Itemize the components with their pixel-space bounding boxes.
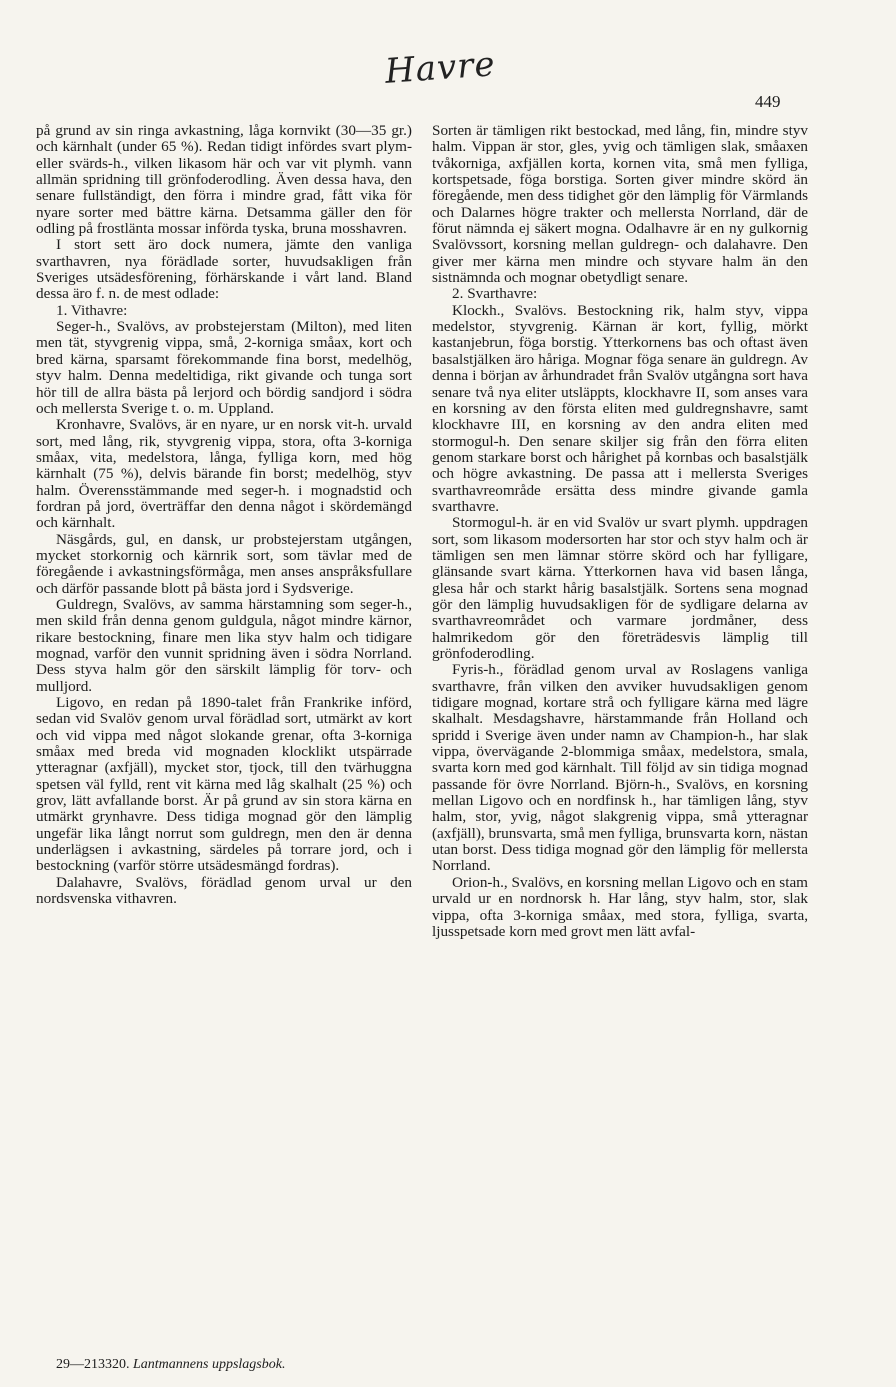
paragraph: Dalahavre, Svalövs, förädlad genom urval ur den nordsvenska vithavren. <box>36 873 412 908</box>
paragraph: på grund av sin ringa avkastning, låga kornvikt (30—35 gr.) och kärnhalt (under 65 %). Redan tidigt infördes svart plym- eller svärds-h., vilken likasom här och var vit plymh. vann allmän spridning till grönfoderodling. Även dessa hava, den senare fullständigt, den förra i mindre grad, fått vika för nyare sorter med bättre kärna. Detsamma gäller den för odling på frostlänta mossar införda tyska, bruna mosshavren. <box>36 122 412 238</box>
paragraph: Guldregn, Svalövs, av samma härstamning som seger-h., men skild från denna genom guldgula, något mindre kärnor, rikare bestockning, finare men lika styv halm och tidigare mognad, varför den vunnit spridning även i södra Norrland. Dess styva halm gör den särskilt lämplig för torv- och mulljord. <box>36 595 412 695</box>
footer <box>56 1357 285 1373</box>
paragraph: Sorten är tämligen rikt bestockad, med lång, fin, mindre styv halm. Vippan är stor, gles, yvig och tämligen slak, småaxen tvåkorniga, axfjällen korta, kornen vita, små men fylliga, kortspetsade, föga borstiga. Sorten giver mindre skörd än föregående, men dess tidighet gör den lämplig för Värmlands och Dalarnes högre trakter och mellersta Norrland, där de förut nämnda ej säkert mogna. Odalhavre är en ny gulkornig Svalövssort, korsning mellan guldregn- och dalahavre. Den giver mer kärna men mindre och styvare halm än den sistnämnda och mognar obetydligt senare. <box>432 122 808 287</box>
paragraph: Ligovo, en redan på 1890-talet från Frankrike införd, sedan vid Svalöv genom urval förädlad sort, utmärkt av kort och vid vippa med något slokande grenar, ofta 3-korniga småax med breda vid mognaden klocklikt utspärrade ytteragnar (axfjäll), mycket stor, tjock, till den tvärhuggna spetsen väl fylld, rent vit kärna med låg skalhalt (25 %) och grov, lätt avfallande borst. Är på grund av sin stora kärna en utmärkt grynhavre. Dess tidiga mognad gör den lämplig ungefär lika långt norrut som guldregn, men den är denna underlägsen i avkastning, särdeles på torrare jord, och i bestockning (varför större utsädesmängd fordras). <box>36 694 412 875</box>
footer-title: Lantmannens uppslagsbok. <box>133 1357 286 1372</box>
paragraph: Kronhavre, Svalövs, är en nyare, ur en norsk vit-h. urvald sort, med lång, rik, styvgrenig vippa, stora, ofta 3-korniga småax, vita, medelstora, långa, fylliga korn, med hög kärnhalt (75 %), delvis bärande fin borst; medelhög, styv halm. Överensstämmande med seger-h. i mognadstid och fordran på jord, överträffar den denna något i skördemängd och kärnhalt. <box>36 416 412 532</box>
paragraph: Klockh., Svalövs. Bestockning rik, halm styv, vippa medelstor, styvgrenig. Kärnan är kort, fyllig, mörkt kastanjebrun, föga borstig. Ytterkornens bas och oftast även basalstjälken äro håriga. Mognar föga senare än guldregn. Av denna i början av århundradet från Svalöv utgångna sort hava senare två nya eliter utsläppts, klockhavre II, som anses vara en korsning av den första eliten med guldregnshavre, samt klockhavre III, en korsning av den andra eliten med stormogul-h. Den senare skiljer sig från den förra eliten genom starkare borst och hårighet på kornbas och basalstjälk och högre avkastning. De passa att i mellersta Sveriges svarthavreområde ersätta dess mindre givande gamla svarthavre. <box>432 301 808 515</box>
section-heading: 1. Vithavre: <box>56 301 128 319</box>
page-number: 449 <box>755 92 781 111</box>
paragraph: Näsgårds, gul, en dansk, ur probstejerstam utgången, mycket storkornig och kärnrik sort, som tävlar med de föregående i avkastningsförmåga, men anses anspråksfullare och därför passande blott på bästa jord i Sydsverige. <box>36 530 412 597</box>
right-column <box>432 123 808 940</box>
footer-code: 29—213320. <box>56 1357 130 1372</box>
paragraph: Fyris-h., förädlad genom urval av Roslagens vanliga svarthavre, från vilken den avviker huvudsakligen genom tidigare mognad, kortare strå och fylligare kärna med lägre skalhalt. Mesdagshavre, härstammande från Holland och spridd i Sverige även under namn av Champion-h., har slak vippa, övervägande 2-blommiga småax, medelstora, smala, svarta korn med god kärnhalt. Till följd av sin tidiga mognad passande för övre Norrland. Björn-h., Svalövs, en korsning mellan Ligovo och en nordfinsk h., har tämligen lång, styv halm, stor, yvig, något slakgrenig vippa, små ytteragnar (axfjäll), brunsvarta, små men fylliga, brunsvarta korn, nästan utan borst. Dess tidiga mognad gör den lämplig för mellersta Norrland. <box>432 661 808 875</box>
paragraph: Seger-h., Svalövs, av probstejerstam (Milton), med liten men tät, styvgrenig vippa, små, 2-korniga småax, kort och bred kärna, sparsamt förekommande fina borst, medelhög, styv halm. Denna medeltidiga, rikt givande och tunga sort hör till de allra bästa på lerjord och bördig sandjord i södra och mellersta Sverige t. o. m. Uppland. <box>36 318 412 417</box>
paragraph: I stort sett äro dock numera, jämte den vanliga svarthavren, nya förädlade sorter, huvudsakligen från Sveriges utsädesförening, förhärskande i vårt land. Bland dessa äro f. n. de mest odlade: <box>36 236 412 303</box>
section-heading: 2. Svarthavre: <box>452 285 538 303</box>
handwritten-title: Havre <box>383 44 497 92</box>
paragraph: Stormogul-h. är en vid Svalöv ur svart plymh. uppdragen sort, som likasom modersorten har stor och styv halm och är tämligen sen men lämnar större skörd och har fylligare, glänsande svart kärna. Ytterkornen hava vid basen långa, glesa hår och starkt hårig basalstjälk. Sortens sena mognad gör den lämplig huvudsakligen för de sydligare delarna av svarthavreområdet och varmare jordmåner, dess halmrikedom gör den företrädesvis lämplig till grönfoderodling. <box>432 514 808 662</box>
paragraph: Orion-h., Svalövs, en korsning mellan Ligovo och en stam urvald ur en nordnorsk h. Har lång, styv halm, stor, slak vippa, ofta 3-korniga småax, med stora, fylliga, svarta, ljusspetsade korn med grovt men lätt avfal- <box>432 873 808 940</box>
left-column <box>36 123 412 908</box>
